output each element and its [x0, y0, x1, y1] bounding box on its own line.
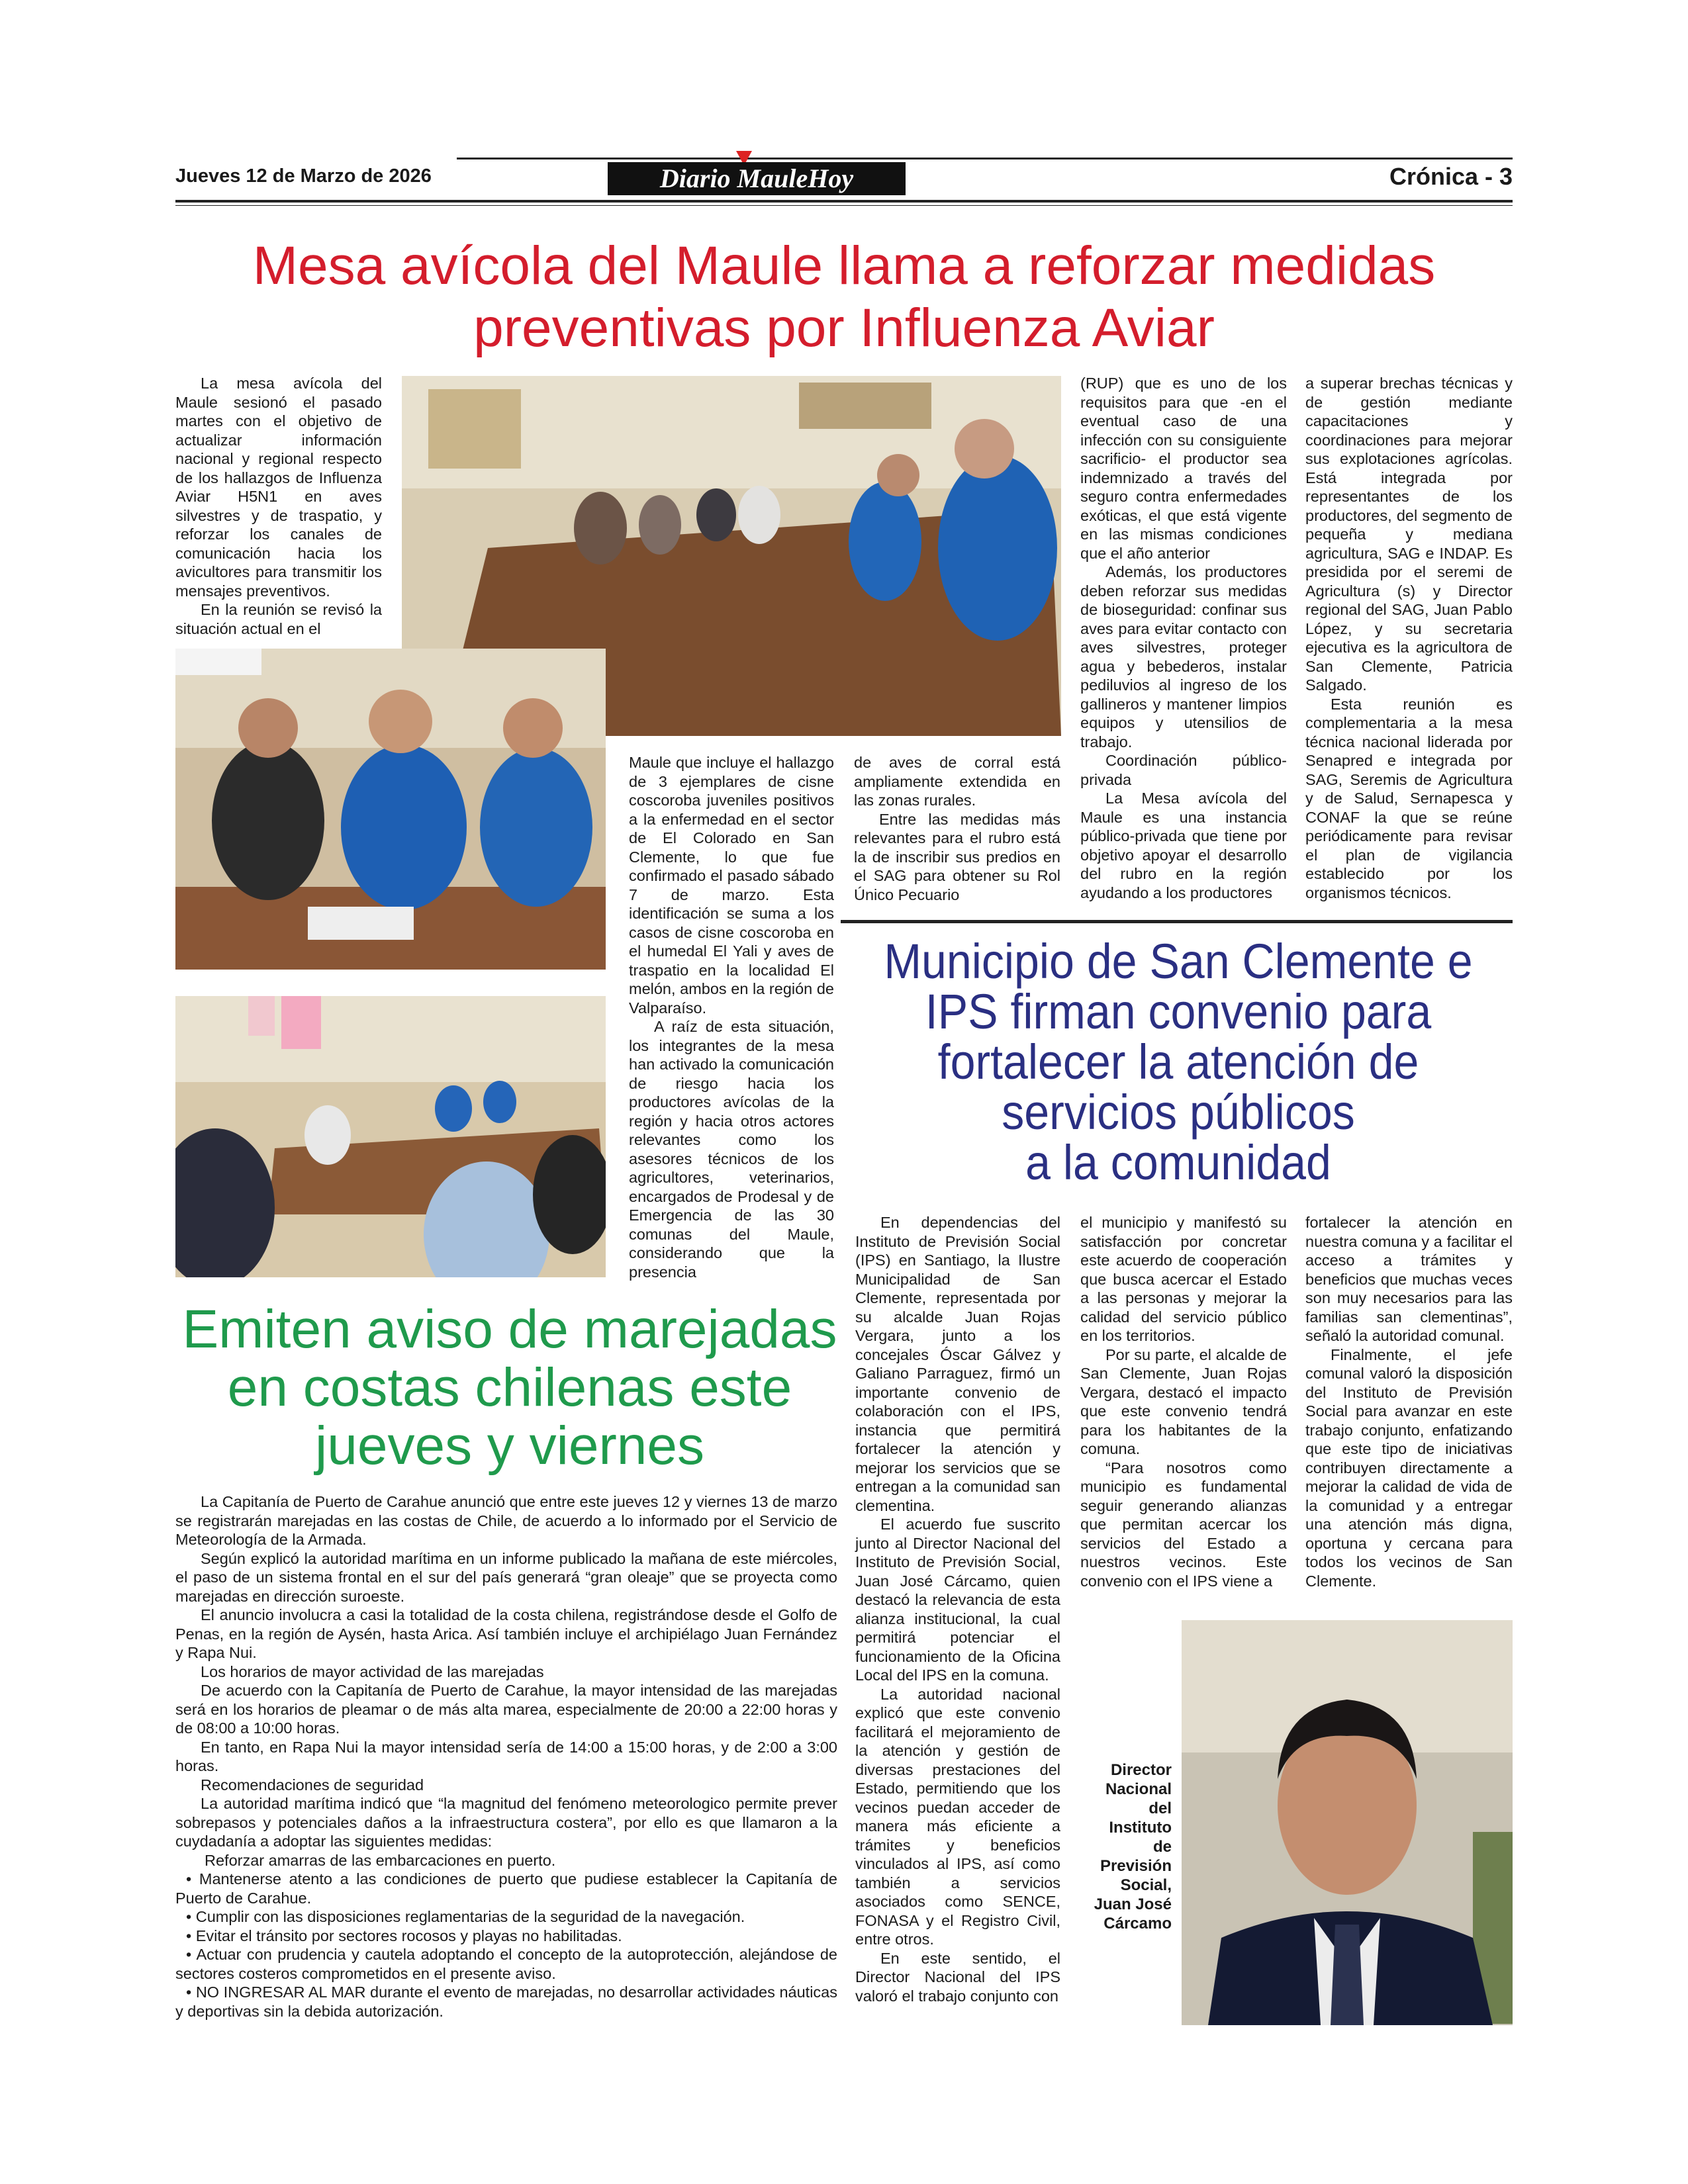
subheading: Recomendaciones de seguridad: [201, 1776, 424, 1794]
bullet-item: • Mantenerse atento a las condiciones de puerto que pudiese establecer la Capitanía de Puerto de Carahue.: [175, 1870, 837, 1907]
paragraph: De acuerdo con la Capitanía de Puerto de Carahue, la mayor intensidad de las marejadas será en los horarios de pleamar o de más alta marea, especialmente de 20:00 a 22:00 horas y de 08:00 a 10:00 horas.: [175, 1682, 837, 1737]
caption-line: Social,: [1120, 1876, 1172, 1894]
paragraph: En la reunión se revisó la situación actual en el: [175, 601, 382, 637]
paragraph: Esta reunión es complementaria a la mesa técnica nacional liderada por Senapred e integrada por SAG, Seremis de Agricultura y de Salud, Sernapesca y CONAF la que se reúne periódicamente para revisar el plan de vigilancia establecido por los organismos técnicos.: [1305, 695, 1513, 901]
ips-column-2: [1080, 1213, 1287, 1590]
avicola-column-5: [1305, 374, 1513, 902]
caption-line: Juan José: [1094, 1895, 1172, 1913]
bullet-item: • Cumplir con las disposiciones reglamentarias de la seguridad de la navegación.: [186, 1908, 745, 1925]
issue-date: Jueves 12 de Marzo de 2026: [175, 165, 432, 187]
bullet-item: • NO INGRESAR AL MAR durante el evento de marejadas, no desarrollar actividades náuticas y deportivas sin la debida autorización.: [175, 1983, 837, 2020]
caption-line: de: [1152, 1838, 1172, 1856]
headline-line: fortalecer la atención de: [937, 1034, 1419, 1089]
portrait-caption: [1066, 1760, 1172, 1933]
article-ips-headline: [868, 936, 1489, 1188]
caption-line: Director: [1110, 1761, 1172, 1779]
avicola-column-3: [854, 753, 1060, 904]
avicola-column-4: [1080, 374, 1287, 902]
paragraph: La mesa avícola del Maule sesionó el pasado martes con el objetivo de actualizar información nacional y regional respecto de los hallazgos de Influenza Aviar H5N1 en aves silvestres y de traspatio, y reforzar los canales de comunicación hacia los avicultores para transmitir los mensajes preventivos.: [175, 375, 382, 600]
paragraph: (RUP) que es uno de los requisitos para que -en el eventual caso de una infección con su consiguiente sacrificio- el productor sea indemnizado a través del seguro contra enfermedades exóticas, el que está vigente en las mismas condiciones que el año anterior: [1080, 375, 1287, 562]
paragraph: La Mesa avícola del Maule es una instancia público-privada que tiene por objetivo apoyar el desarrollo del rubro en la región ayudando a los productores: [1080, 790, 1287, 901]
ips-column-3: [1305, 1213, 1513, 1590]
meeting-photo-participants: [175, 649, 606, 970]
paragraph: Coordinación público-privada: [1080, 752, 1287, 788]
paragraph: En dependencias del Instituto de Previsión Social (IPS) en Santiago, la Ilustre Municipalidad de San Clemente, representada por su alcalde Juan Rojas Vergara, junto a los concejales Óscar Gálvez y Galiano Parraguez, firmó un importante convenio de colaboración con el IPS, instancia que permitirá fortalecer la atención y mejorar los servicios que se entregan a la comunidad san clementina.: [855, 1214, 1060, 1514]
section-name: Crónica - 3: [1389, 163, 1513, 190]
header-bottom-rule: [175, 200, 1513, 203]
avicola-column-1: [175, 374, 382, 638]
paragraph: Además, los productores deben reforzar sus medidas de bioseguridad: confinar sus aves para evitar contacto con aves silvestres, proteger agua y bebederos, instalar pediluvios al ingreso de los gallineros y mantener limpios equipos y utensilios de trabajo.: [1080, 563, 1287, 751]
marejadas-body: [175, 1492, 837, 2021]
headline-line: Emiten aviso de marejadas: [182, 1299, 837, 1359]
caption-line: del: [1149, 1799, 1172, 1817]
newspaper-logo: Diario MauleHoy: [608, 162, 906, 195]
headline-line: IPS firman convenio para: [925, 984, 1432, 1039]
headline-line: Mesa avícola del Maule llama a reforzar medidas: [252, 236, 1436, 296]
headline-line: Municipio de San Clemente e: [884, 934, 1473, 989]
paragraph: Finalmente, el jefe comunal valoró la disposición del Instituto de Previsión Social para avanzar en este trabajo conjunto, enfatizando que este tipo de iniciativas contribuyen directamente a mejorar la calidad de vida de la comunidad y a entregar una atención más digna, oportuna y cercana para todos los vecinos de San Clemente.: [1305, 1345, 1513, 1590]
headline-line: jueves y viernes: [315, 1416, 704, 1476]
header-top-rule: [457, 158, 1513, 159]
ips-column-1: [855, 1213, 1060, 2005]
avicola-column-2: [629, 753, 834, 1281]
meeting-photo-room: [175, 996, 606, 1277]
header-bottom-rule-thin: [175, 205, 1513, 206]
headline-line: servicios públicos: [1002, 1085, 1355, 1140]
paragraph: el municipio y manifestó su satisfacción por concretar este acuerdo de cooperación que busca acercar el Estado a las personas y mejorar la calidad del servicio público en los territorios.: [1080, 1214, 1287, 1344]
paragraph: de aves de corral está ampliamente extendida en las zonas rurales.: [854, 754, 1060, 809]
paragraph: fortalecer la atención en nuestra comuna y a facilitar el acceso a trámites y beneficios que muchas veces son muy necesarios para las familias san clementinas”, señaló la autoridad comunal.: [1305, 1214, 1513, 1344]
bullet-item: • Actuar con prudencia y cautela adoptando el concepto de la autoprotección, alejándose de sectores costeros comprometidos en el presente aviso.: [175, 1946, 837, 1982]
paragraph: Maule que incluye el hallazgo de 3 ejemplares de cisne coscoroba juveniles positivos a la enfermedad en el sector de El Colorado en San Clemente, lo que fue confirmado el pasado sábado 7 de marzo. Esta identificación se suma a los casos de cisne coscoroba en el humedal El Yali y aves de traspatio en la localidad El melón, ambos en la región de Valparaíso.: [629, 754, 834, 1017]
paragraph: La Capitanía de Puerto de Carahue anunció que entre este jueves 12 y viernes 13 de marzo se registrarán marejadas en las costas de Chile, de acuerdo a lo informado por el Servicio de Meteorología de la Armada.: [175, 1493, 837, 1548]
bullet-item: • Evitar el tránsito por sectores rocosos y playas no habilitadas.: [186, 1927, 622, 1944]
bullet-item: Reforzar amarras de las embarcaciones en puerto.: [205, 1851, 556, 1869]
caption-line: Instituto: [1109, 1819, 1172, 1837]
caption-line: Previsión: [1100, 1857, 1172, 1875]
subheading: Los horarios de mayor actividad de las marejadas: [201, 1662, 544, 1680]
paragraph: La autoridad nacional explicó que este convenio facilitará el mejoramiento de la atención y gestión de diversas prestaciones del Estado, permitiendo que los vecinos puedan acceder de manera más eficiente a trámites y beneficios vinculados al IPS, así como también a servicios asociados como SENCE, FONASA y el Registro Civil, entre otros.: [855, 1685, 1060, 1948]
paragraph: A raíz de esta situación, los integrantes de la mesa han activado la comunicación de riesgo hacia los productores avícolas de la región y hacia otros actores relevantes como los asesores técnicos de los agricultores, veterinarios, encargados de Prodesal y de Emergencia de las 30 comunas del Maule, considerando que la presencia: [629, 1018, 834, 1281]
paragraph: Según explicó la autoridad marítima en un informe publicado la mañana de este miércoles, el paso de un sistema frontal en el sur del país generará “gran oleaje” que se proyecta como marejadas en dirección suroeste.: [175, 1549, 837, 1605]
paragraph: El anuncio involucra a casi la totalidad de la costa chilena, registrándose desde el Golfo de Penas, en la región de Aysén, hasta Arica. Así también incluye el archipiélago Juan Fernández y Rapa Nui.: [175, 1606, 837, 1661]
headline-line: en costas chilenas este: [227, 1357, 792, 1418]
section-divider: [841, 920, 1513, 923]
paragraph: La autoridad marítima indicó que “la magnitud del fenómeno meteorologico permite prever sobrepasos y potenciales daños a la infraestructura costera”, por ello es que llamaron a la cuydadanía a adoptar las siguientes medidas:: [175, 1795, 837, 1850]
caption-line: Cárcamo: [1103, 1915, 1172, 1933]
headline-line: preventivas por Influenza Aviar: [473, 298, 1215, 358]
paragraph: En este sentido, el Director Nacional del IPS valoró el trabajo conjunto con: [855, 1949, 1060, 2005]
paragraph: “Para nosotros como municipio es fundamental seguir generando alianzas que permitan acercar los servicios del Estado a nuestros vecinos. Este convenio con el IPS viene a: [1080, 1459, 1287, 1590]
paragraph: En tanto, en Rapa Nui la mayor intensidad sería de 14:00 a 15:00 horas, y de 2:00 a 3:00 horas.: [175, 1738, 837, 1774]
director-portrait: [1182, 1620, 1513, 2025]
paragraph: El acuerdo fue suscrito junto al Director Nacional del Instituto de Previsión Social, Juan José Cárcamo, quien destacó la relevancia de esta alianza institucional, la cual permitirá potenciar el funcionamiento de la Oficina Local del IPS en la comuna.: [855, 1516, 1060, 1684]
paragraph: a superar brechas técnicas y de gestión mediante capacitaciones y coordinaciones para mejorar sus explotaciones agrícolas. Está integrada por representantes de los productores, del segmento de pequeña y mediana agricultura, SAG e INDAP. Es presidida por el seremi de Agricultura (s) y Director regional del SAG, Juan Pablo López, y su secretaria ejecutiva es la agricultora de San Clemente, Patricia Salgado.: [1305, 375, 1513, 694]
article-avicola-headline: [175, 235, 1513, 359]
caption-line: Nacional: [1105, 1780, 1172, 1798]
paragraph: Por su parte, el alcalde de San Clemente, Juan Rojas Vergara, destacó el impacto que este convenio tendrá para los habitantes de la comuna.: [1080, 1345, 1287, 1457]
paragraph: Entre las medidas más relevantes para el rubro está la de inscribir sus predios en el SAG para obtener su Rol Único Pecuario: [854, 810, 1060, 903]
article-marejadas-headline: [169, 1300, 851, 1475]
headline-line: a la comunidad: [1025, 1135, 1331, 1190]
